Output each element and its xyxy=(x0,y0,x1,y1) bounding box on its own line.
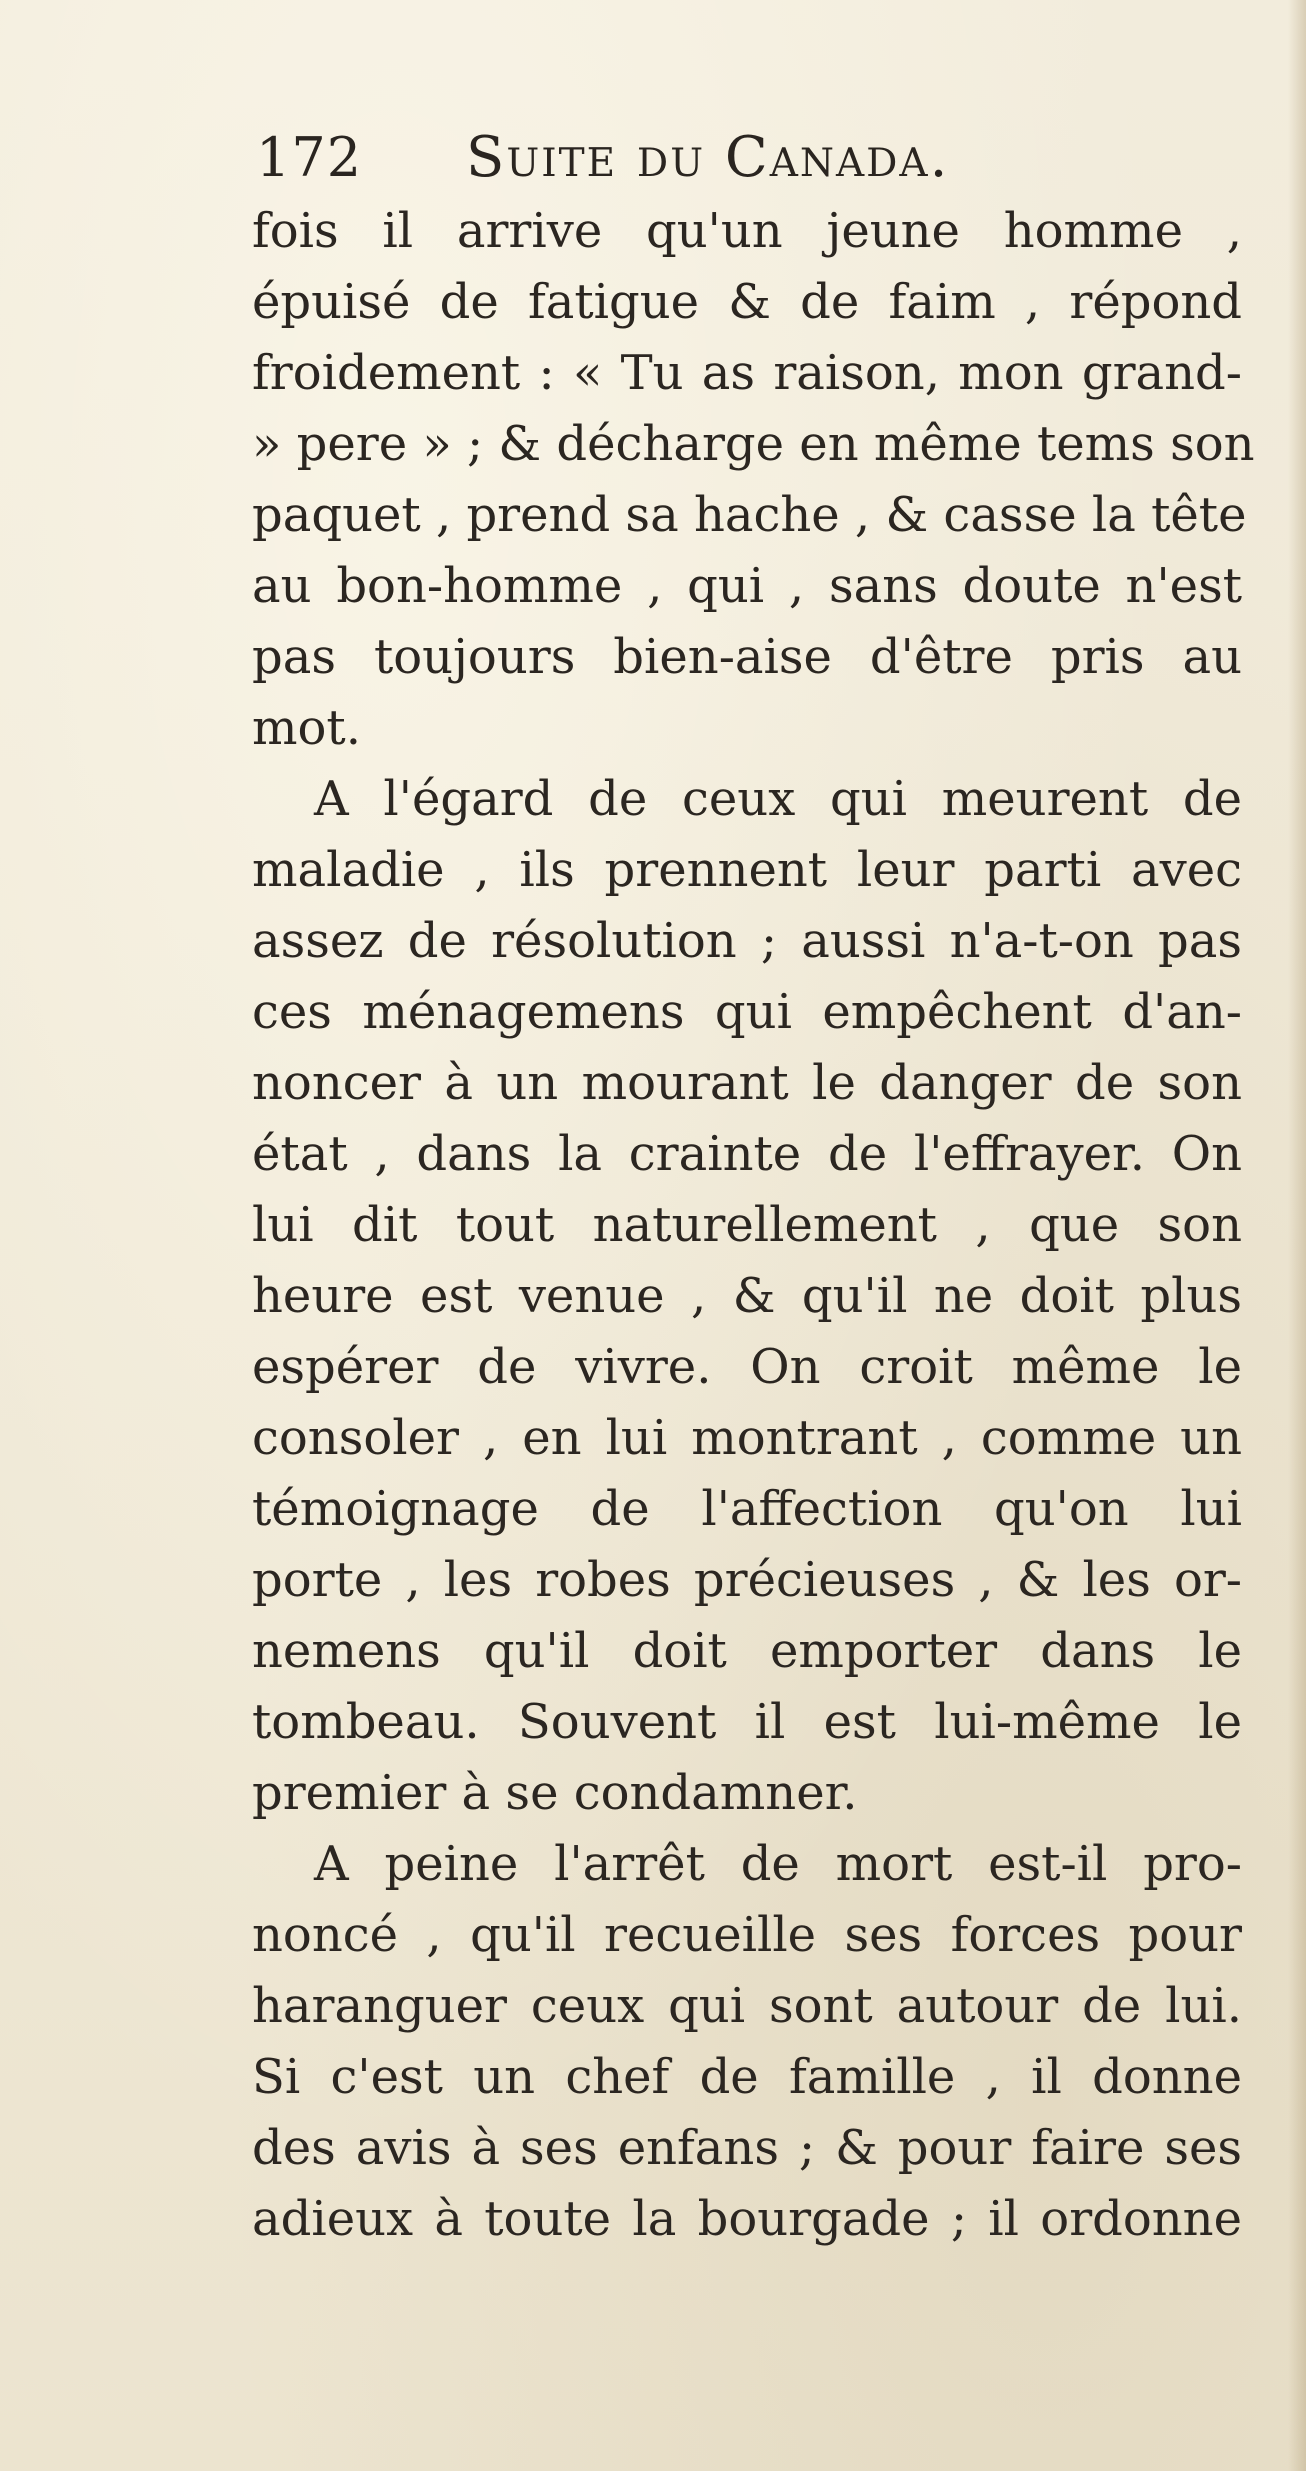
text-line: lui dit tout naturellement , que son xyxy=(252,1197,1242,1253)
text-line: paquet , prend sa hache , & casse la tête xyxy=(252,487,1247,543)
text-line: pas toujours bien-aise d'être pris au xyxy=(252,629,1242,685)
text-line: espérer de vivre. On croit même le xyxy=(252,1339,1242,1395)
text-line: témoignage de l'affection qu'on lui xyxy=(252,1481,1242,1537)
text-line: A l'égard de ceux qui meurent de xyxy=(314,771,1242,827)
page-number: 172 xyxy=(256,126,363,189)
text-line: haranguer ceux qui sont autour de lui. xyxy=(252,1978,1242,2034)
text-line: heure est venue , & qu'il ne doit plus xyxy=(252,1268,1242,1324)
text-line: état , dans la crainte de l'effrayer. On xyxy=(252,1126,1242,1182)
text-line: consoler , en lui montrant , comme un xyxy=(252,1410,1242,1466)
text-line: au bon-homme , qui , sans doute n'est xyxy=(252,558,1242,614)
text-line: maladie , ils prennent leur parti avec xyxy=(252,842,1242,898)
text-line: » pere » ; & décharge en même tems son xyxy=(252,416,1255,472)
text-line: des avis à ses enfans ; & pour faire ses xyxy=(252,2120,1242,2176)
text-line: assez de résolution ; aussi n'a-t-on pas xyxy=(252,913,1242,969)
page-header xyxy=(256,118,1236,198)
text-line: A peine l'arrêt de mort est-il pro- xyxy=(314,1836,1242,1892)
text-line: épuisé de fatigue & de faim , répond xyxy=(252,274,1242,330)
text-line: Si c'est un chef de famille , il donne xyxy=(252,2049,1242,2105)
text-line: fois il arrive qu'un jeune homme , xyxy=(252,203,1242,259)
running-head: Suite du Canada. xyxy=(466,125,950,190)
text-line: premier à se condamner. xyxy=(252,1765,858,1821)
text-line: noncé , qu'il recueille ses forces pour xyxy=(252,1907,1242,1963)
page-edge-shadow xyxy=(1288,0,1306,2471)
text-line: noncer à un mourant le danger de son xyxy=(252,1055,1242,1111)
text-line: ces ménagemens qui empêchent d'an- xyxy=(252,984,1242,1040)
text-line: porte , les robes précieuses , & les or- xyxy=(252,1552,1242,1608)
text-line: froidement : « Tu as raison, mon grand- xyxy=(252,345,1242,401)
text-line: nemens qu'il doit emporter dans le xyxy=(252,1623,1242,1679)
text-line: mot. xyxy=(252,700,361,756)
body-text xyxy=(252,196,1255,2255)
text-line: adieux à toute la bourgade ; il ordonne xyxy=(252,2191,1242,2247)
text-line: tombeau. Souvent il est lui-même le xyxy=(252,1694,1242,1750)
